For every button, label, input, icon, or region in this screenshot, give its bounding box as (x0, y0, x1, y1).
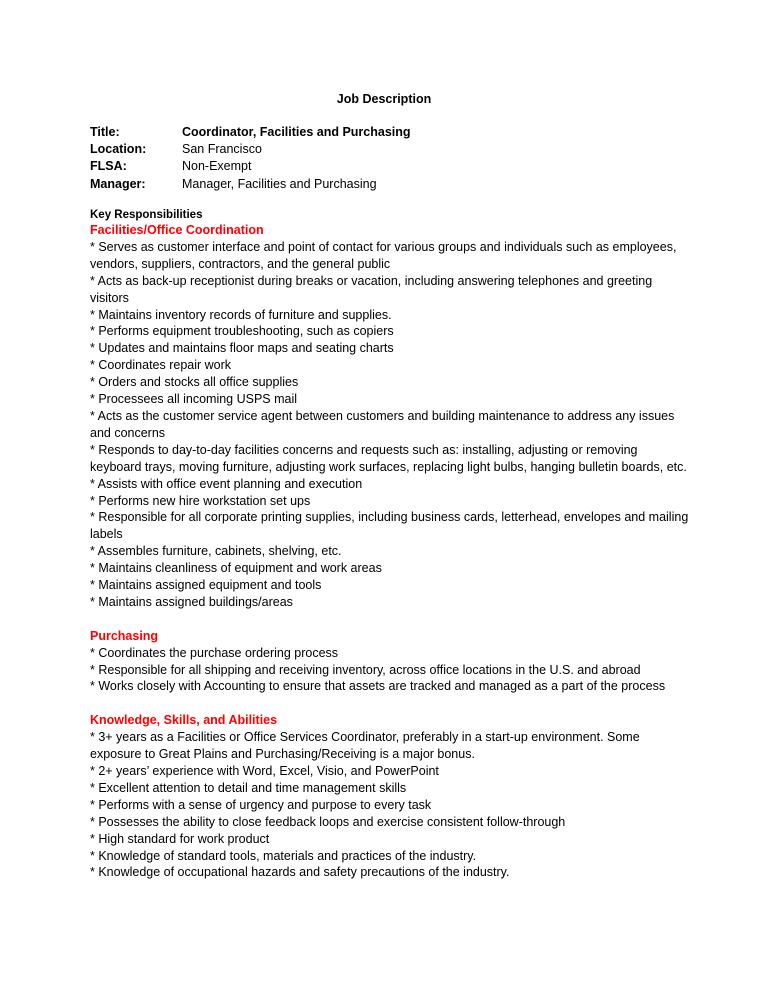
list-item: * Excellent attention to detail and time management skills (90, 780, 407, 795)
section-spacer (90, 611, 690, 628)
meta-label: Location: (90, 142, 147, 157)
section-ksa (90, 712, 690, 881)
list-item: * Performs new hire workstation set ups (90, 493, 311, 508)
meta-row-location (90, 141, 411, 158)
meta-value: Manager, Facilities and Purchasing (182, 176, 377, 191)
list-item: * High standard for work product (90, 831, 270, 846)
list-item: * Responsible for all shipping and receiving inventory, across office locations in the U.S. and abroad (90, 662, 641, 677)
meta-label: Manager: (90, 176, 146, 191)
section-heading: Facilities/Office Coordination (90, 223, 264, 237)
list-item: * Assembles furniture, cabinets, shelving, etc. (90, 544, 342, 559)
document-body (90, 208, 690, 881)
list-item: * Orders and stocks all office supplies (90, 375, 299, 390)
meta-value: Non-Exempt (182, 159, 252, 174)
meta-row-flsa (90, 158, 411, 175)
list-item: * Responds to day-to-day facilities concerns and requests such as: installing, adjusting or removing keyboard trays, moving furniture, adjusting work surfaces, replacing light bulbs, hanging bulletin boards, etc. (90, 442, 687, 474)
list-item: * Updates and maintains floor maps and seating charts (90, 341, 394, 356)
list-item: * Acts as the customer service agent between customers and building maintenance to address any issues and concerns (90, 408, 675, 440)
list-item: * Maintains inventory records of furniture and supplies. (90, 307, 392, 322)
section-heading: Purchasing (90, 628, 159, 643)
list-item: * Serves as customer interface and point of contact for various groups and individuals such as employees, vendors, suppliers, contractors, and the general public (90, 239, 677, 271)
list-item: * 2+ years’ experience with Word, Excel, Visio, and PowerPoint (90, 763, 439, 778)
list-item: * Performs with a sense of urgency and purpose to every task (90, 797, 432, 812)
list-item: * 3+ years as a Facilities or Office Services Coordinator, preferably in a start-up environment. Some exposure to Great Plains and Purchasing/Receiving is a major bonus. (90, 730, 640, 762)
meta-value: Coordinator, Facilities and Purchasing (182, 125, 411, 139)
list-item: * Assists with office event planning and execution (90, 476, 363, 491)
section-purchasing (90, 628, 690, 696)
document-title: Job Description (336, 92, 432, 106)
list-item: * Maintains assigned buildings/areas (90, 594, 293, 609)
meta-row-manager (90, 176, 411, 193)
section-facilities (90, 222, 690, 611)
meta-row-title (90, 124, 411, 141)
list-item: * Works closely with Accounting to ensure that assets are tracked and managed as a part of the process (90, 679, 666, 694)
list-item: * Processees all incoming USPS mail (90, 392, 298, 407)
meta-label: Title: (90, 125, 120, 139)
list-item: * Possesses the ability to close feedback loops and exercise consistent follow-through (90, 814, 566, 829)
section-heading: Knowledge, Skills, and Abilities (90, 713, 278, 728)
meta-value: San Francisco (182, 142, 262, 157)
job-meta (90, 124, 411, 193)
list-item: * Knowledge of standard tools, materials and practices of the industry. (90, 848, 477, 863)
list-item: * Responsible for all corporate printing supplies, including business cards, letterhead, envelopes and mailing labels (90, 510, 689, 542)
section-spacer (90, 695, 690, 712)
list-item: * Maintains cleanliness of equipment and work areas (90, 561, 382, 576)
list-item: * Coordinates repair work (90, 358, 232, 373)
list-item: * Coordinates the purchase ordering process (90, 645, 339, 660)
list-item: * Acts as back-up receptionist during breaks or vacation, including answering telephones and greeting visitors (90, 273, 653, 305)
list-item: * Performs equipment troubleshooting, such as copiers (90, 324, 394, 339)
list-item: * Maintains assigned equipment and tools (90, 578, 322, 593)
list-item: * Knowledge of occupational hazards and safety precautions of the industry. (90, 865, 510, 880)
key-responsibilities-heading: Key Responsibilities (90, 209, 203, 221)
meta-label: FLSA: (90, 159, 127, 174)
